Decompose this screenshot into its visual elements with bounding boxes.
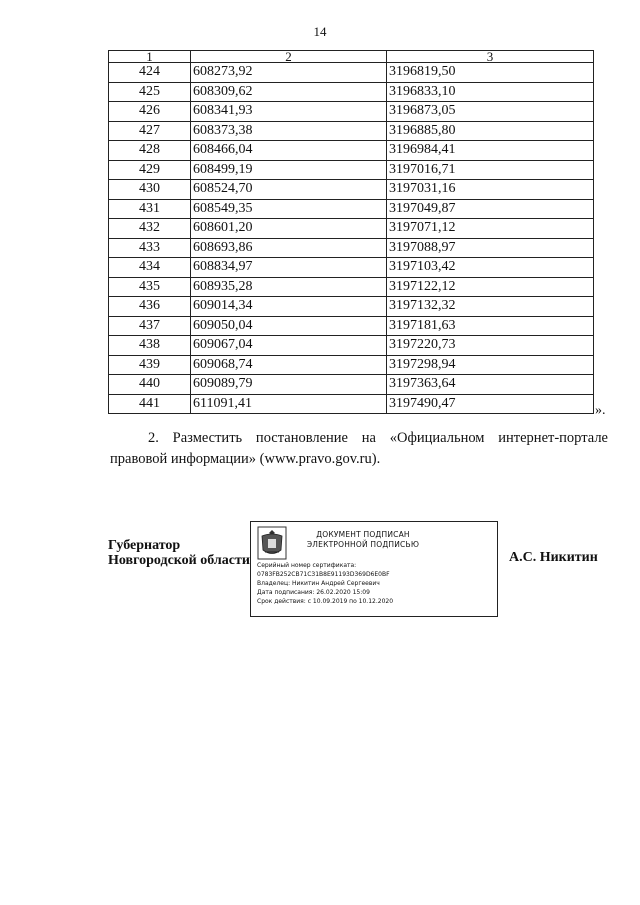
point-number-cell: 434: [109, 258, 191, 278]
table-row: [109, 375, 594, 395]
y-coordinate-cell: 3197088,97: [387, 238, 594, 258]
y-coordinate-cell: 3197031,16: [387, 180, 594, 200]
signer-position-line2: Новгородской области: [108, 553, 250, 568]
point-number-cell: 428: [109, 141, 191, 161]
stamp-title-line1: ДОКУМЕНТ ПОДПИСАН: [316, 530, 410, 539]
x-coordinate-cell: 608549,35: [191, 199, 387, 219]
table-row: [109, 277, 594, 297]
x-coordinate-cell: 609050,04: [191, 316, 387, 336]
table-row: [109, 102, 594, 122]
y-coordinate-cell: 3197490,47: [387, 394, 594, 414]
table-row: [109, 394, 594, 414]
y-coordinate-cell: 3197132,32: [387, 297, 594, 317]
electronic-signature-stamp: [250, 521, 498, 617]
y-coordinate-cell: 3197049,87: [387, 199, 594, 219]
point-number-cell: 431: [109, 199, 191, 219]
table-row: [109, 180, 594, 200]
table-row: [109, 316, 594, 336]
stamp-serial-label: Серийный номер сертификата:: [257, 562, 357, 569]
point-number-cell: 440: [109, 375, 191, 395]
signer-position-line1: Губернатор: [108, 538, 181, 553]
column-header: 1: [109, 51, 191, 63]
x-coordinate-cell: 608273,92: [191, 63, 387, 83]
x-coordinate-cell: 608309,62: [191, 82, 387, 102]
point-number-cell: 435: [109, 277, 191, 297]
y-coordinate-cell: 3196984,41: [387, 141, 594, 161]
y-coordinate-cell: 3197071,12: [387, 219, 594, 239]
table-row: [109, 336, 594, 356]
point-number-cell: 425: [109, 82, 191, 102]
y-coordinate-cell: 3197016,71: [387, 160, 594, 180]
point-number-cell: 426: [109, 102, 191, 122]
point-number-cell: 432: [109, 219, 191, 239]
stamp-title: [293, 530, 433, 550]
table-row: [109, 141, 594, 161]
stamp-signed-date: Дата подписания: 26.02.2020 15:09: [257, 589, 370, 596]
point-number-cell: 441: [109, 394, 191, 414]
y-coordinate-cell: 3197298,94: [387, 355, 594, 375]
x-coordinate-cell: 608373,38: [191, 121, 387, 141]
y-coordinate-cell: 3196819,50: [387, 63, 594, 83]
table-row: [109, 160, 594, 180]
table-row: [109, 238, 594, 258]
x-coordinate-cell: 608601,20: [191, 219, 387, 239]
x-coordinate-cell: 609068,74: [191, 355, 387, 375]
column-header: 2: [191, 51, 387, 63]
table-row: [109, 63, 594, 83]
table-row: [109, 355, 594, 375]
table-row: [109, 199, 594, 219]
x-coordinate-cell: 609014,34: [191, 297, 387, 317]
point-number-cell: 437: [109, 316, 191, 336]
y-coordinate-cell: 3196873,05: [387, 102, 594, 122]
x-coordinate-cell: 609089,79: [191, 375, 387, 395]
page-number: 14: [313, 24, 327, 39]
coat-of-arms-icon: [257, 526, 287, 560]
point-number-cell: 438: [109, 336, 191, 356]
x-coordinate-cell: 608693,86: [191, 238, 387, 258]
point-number-cell: 433: [109, 238, 191, 258]
table-header-row: [109, 51, 594, 63]
point-number-cell: 427: [109, 121, 191, 141]
y-coordinate-cell: 3196833,10: [387, 82, 594, 102]
y-coordinate-cell: 3196885,80: [387, 121, 594, 141]
x-coordinate-cell: 609067,04: [191, 336, 387, 356]
point-number-cell: 424: [109, 63, 191, 83]
x-coordinate-cell: 608466,04: [191, 141, 387, 161]
table-row: [109, 219, 594, 239]
y-coordinate-cell: 3197103,42: [387, 258, 594, 278]
table-row: [109, 297, 594, 317]
point-number-cell: 436: [109, 297, 191, 317]
stamp-validity: Срок действия: с 10.09.2019 по 10.12.2020: [257, 598, 394, 605]
x-coordinate-cell: 608524,70: [191, 180, 387, 200]
point-number-cell: 439: [109, 355, 191, 375]
table-row: [109, 121, 594, 141]
stamp-owner: Владелец: Никитин Андрей Сергеевич: [257, 580, 380, 587]
y-coordinate-cell: 3197122,12: [387, 277, 594, 297]
x-coordinate-cell: 608341,93: [191, 102, 387, 122]
signer-position: [108, 538, 250, 568]
x-coordinate-cell: 608499,19: [191, 160, 387, 180]
column-header: 3: [387, 51, 594, 63]
y-coordinate-cell: 3197181,63: [387, 316, 594, 336]
paragraph-item-2: 2. Разместить постановление на «Официальном интернет-портале правовой информации» (www.pravo.gov.ru).: [110, 430, 608, 467]
stamp-title-line2: ЭЛЕКТРОННОЙ ПОДПИСЬЮ: [306, 540, 420, 549]
closing-quote: ».: [595, 403, 606, 418]
x-coordinate-cell: 608935,28: [191, 277, 387, 297]
coordinates-table: [108, 50, 594, 414]
y-coordinate-cell: 3197363,64: [387, 375, 594, 395]
table-row: [109, 258, 594, 278]
signer-name: А.С. Никитин: [509, 550, 598, 565]
point-number-cell: 429: [109, 160, 191, 180]
y-coordinate-cell: 3197220,73: [387, 336, 594, 356]
x-coordinate-cell: 611091,41: [191, 394, 387, 414]
point-number-cell: 430: [109, 180, 191, 200]
table-row: [109, 82, 594, 102]
x-coordinate-cell: 608834,97: [191, 258, 387, 278]
stamp-serial-value: 0783FB252CB71C31B8E91193D369D6E0BF: [257, 571, 390, 578]
